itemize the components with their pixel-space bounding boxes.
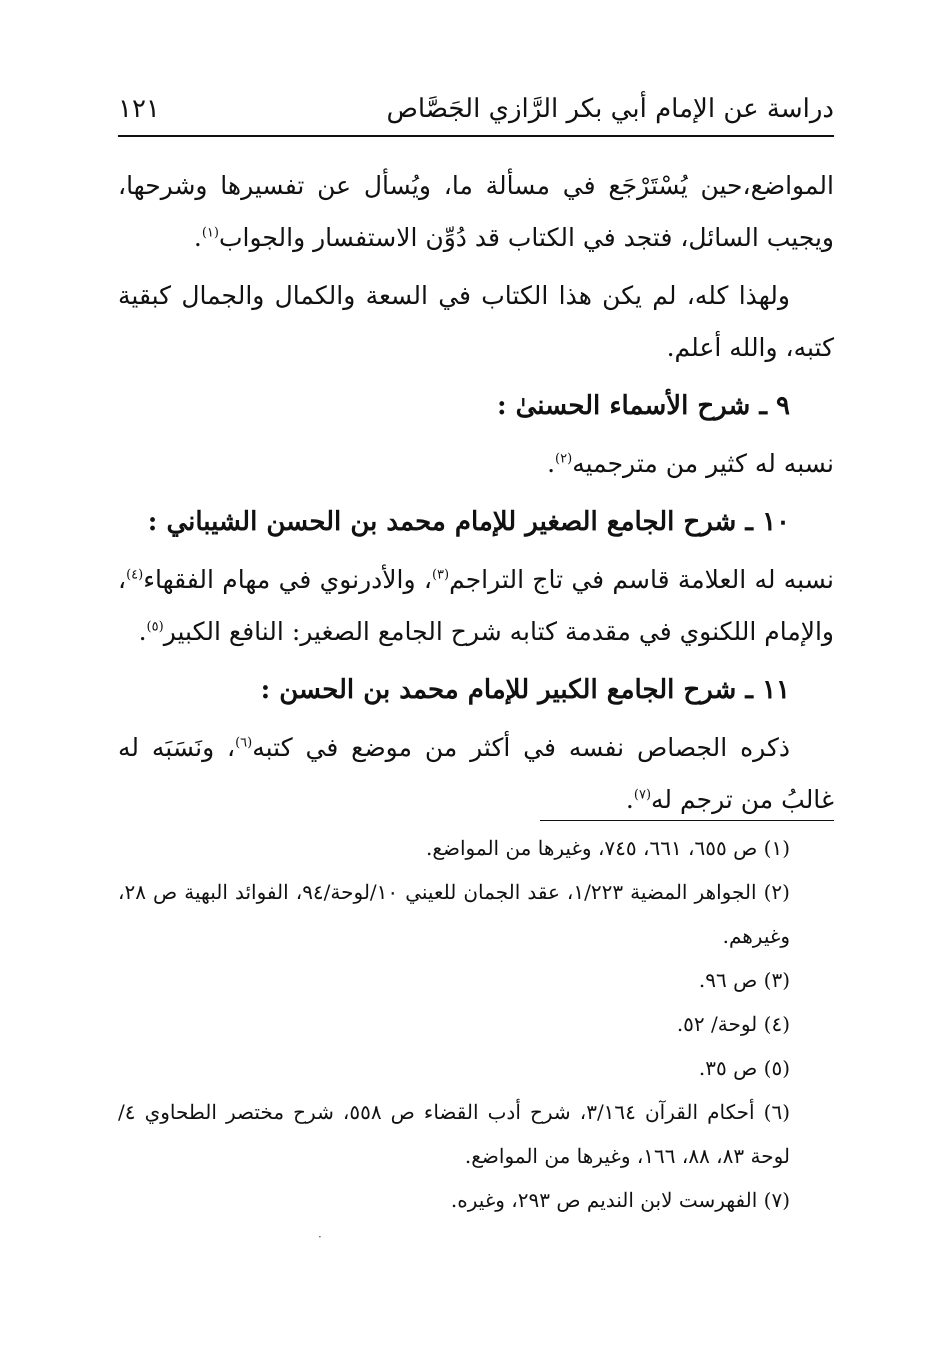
paragraph-1-text: المواضع،حين يُسْتَرْجَع في مسألة ما، ويُسأل عن تفسيرها وشرحها، ويجيب السائل، فتجد في الكتاب قد دُوِّن الاستفسار والجواب: [118, 171, 834, 252]
running-title: دراسة عن الإمام أبي بكر الرَّازي الجَصَّاص: [386, 94, 834, 124]
paragraph-5: [118, 722, 834, 826]
footnote-2: (٢) الجواهر المضية ١/٢٢٣، عقد الجمان للعيني ١٠/لوحة/٩٤، الفوائد البهية ص ٢٨، وغيرهم.: [118, 880, 790, 948]
footnote-3: (٣) ص ٩٦.: [698, 968, 790, 992]
paragraph-4-text-c: ، والإمام اللكنوي في مقدمة كتابه شرح الجامع الصغير: النافع الكبير: [118, 565, 834, 646]
page-header: [118, 88, 834, 134]
section-heading-9: ٩ ـ شرح الأسماء الحسنىٰ :: [496, 391, 790, 421]
footnote-ref-3: (٣): [431, 567, 450, 583]
paragraph-3-text: نسبه له كثير من مترجميه: [572, 449, 834, 478]
section-heading-11: ١١ ـ شرح الجامع الكبير للإمام محمد بن الحسن :: [260, 675, 790, 705]
footnote-7: (٧) الفهرست لابن النديم ص ٢٩٣، وغيره.: [450, 1188, 790, 1212]
paragraph-3: [118, 438, 834, 490]
footnote-ref-7: (٧): [633, 787, 652, 803]
footnote-divider: [540, 820, 834, 821]
section-heading-10: ١٠ ـ شرح الجامع الصغير للإمام محمد بن الحسن الشيباني :: [147, 507, 790, 537]
paragraph-4: [118, 554, 834, 658]
footnotes: [118, 826, 834, 1222]
footnote-ref-6: (٦): [235, 735, 253, 751]
paragraph-4-text-a: نسبه له العلامة قاسم في تاج التراجم: [449, 565, 834, 594]
footnote-5: (٥) ص ٣٥.: [698, 1056, 790, 1080]
paragraph-1: [118, 160, 834, 264]
paragraph-2: ولهذا كله، لم يكن هذا الكتاب في السعة والكمال والجمال كبقية كتبه، والله أعلم.: [118, 281, 834, 362]
footnote-ref-1: (١): [201, 225, 219, 241]
footnote-4: (٤) لوحة/ ٥٢.: [676, 1012, 790, 1036]
paragraph-5-text-a: ذكره الجصاص نفسه في أكثر من موضع في كتبه: [252, 733, 790, 762]
footnote-ref-2: (٢): [555, 451, 573, 467]
paragraph-1-end: .: [193, 223, 202, 252]
main-text: [118, 160, 834, 832]
footnote-1: (١) ص ٦٥٥، ٦٦١، ٧٤٥، وغيرها من المواضع.: [426, 836, 790, 860]
header-divider: [118, 135, 834, 137]
paragraph-4-end: .: [138, 617, 147, 646]
paragraph-5-text-b: ، ونَسَبَه له غالبُ من ترجم له: [118, 733, 834, 814]
paragraph-5-end: .: [625, 785, 634, 814]
paragraph-4-text-b: ، والأدرنوي في مهام الفقهاء: [143, 565, 432, 594]
scan-speck: ·: [318, 1230, 322, 1244]
footnote-6: (٦) أحكام القرآن ٣/١٦٤، شرح أدب القضاء ص ٥٥٨، شرح مختصر الطحاوي ٤/لوحة ٨٣، ٨٨، ١٦٦، وغيرها من المواضع.: [118, 1100, 790, 1168]
paragraph-3-end: .: [547, 449, 556, 478]
page-number: ١٢١: [118, 94, 160, 124]
footnote-ref-5: (٥): [146, 619, 164, 635]
footnote-ref-4: (٤): [126, 567, 144, 583]
